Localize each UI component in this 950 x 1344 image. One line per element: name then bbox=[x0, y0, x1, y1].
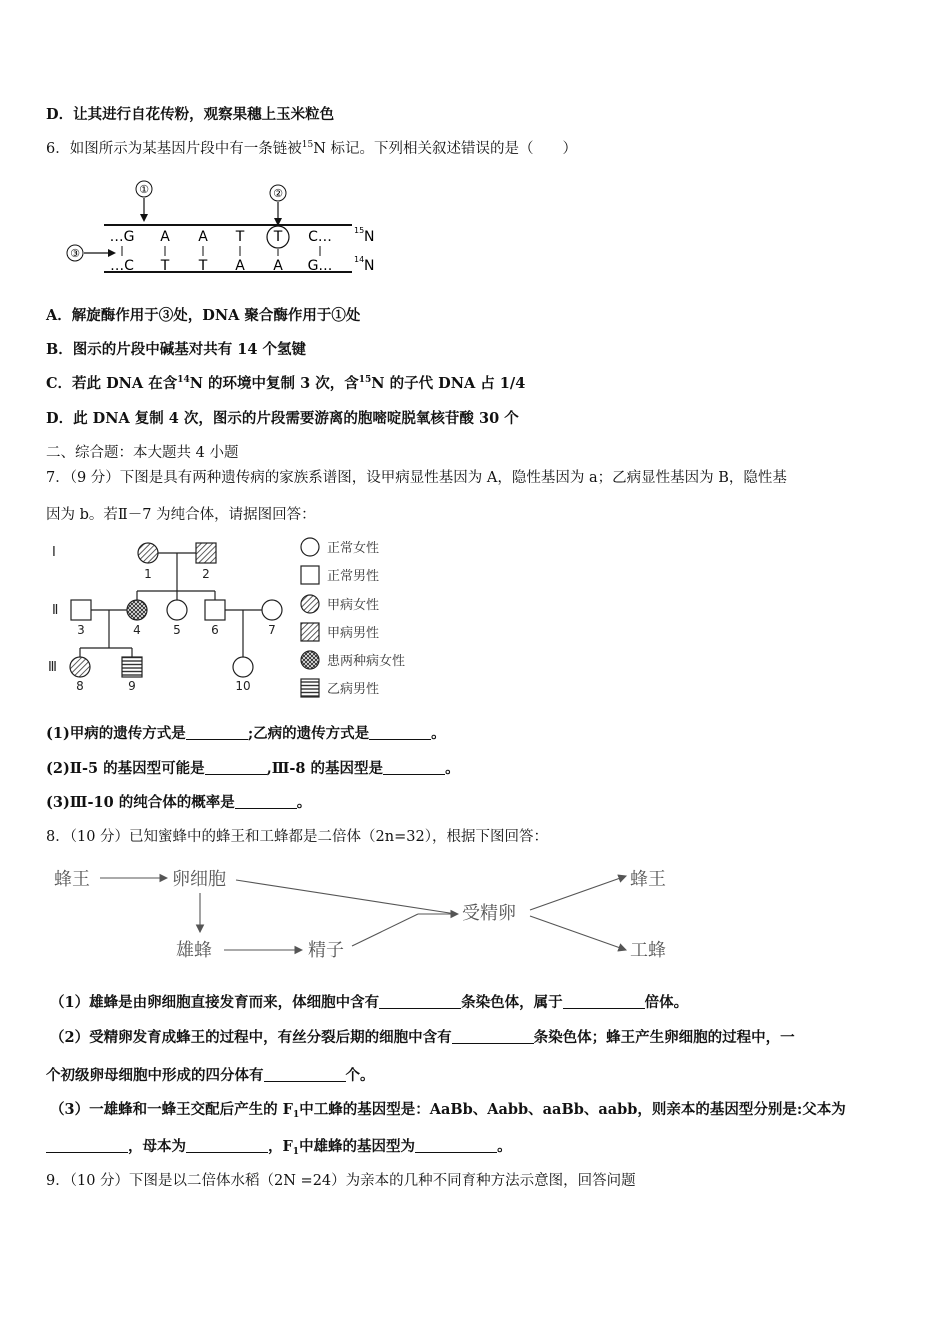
label-15-sup: 15 bbox=[354, 226, 365, 235]
q7-part-1: (1)甲病的遗传方式是 ;乙病的遗传方式是 。 bbox=[46, 725, 446, 742]
egg-label: 卵细胞 bbox=[172, 869, 226, 890]
base-top-1: …G bbox=[109, 229, 135, 245]
queen-output-label: 蜂王 bbox=[630, 869, 666, 890]
answer-blank[interactable] bbox=[415, 1138, 497, 1153]
base-bottom-6: G… bbox=[307, 258, 333, 274]
answer-blank[interactable] bbox=[563, 994, 645, 1009]
base-top-4: T bbox=[235, 229, 245, 245]
base-top-5: T bbox=[273, 229, 283, 245]
individual-7: 7 bbox=[268, 623, 276, 637]
marker-1: ① bbox=[139, 183, 149, 196]
q8-part-3-line1: （3）一雄蜂和一蜂王交配后产生的 $F_1$中工蜂的基因型是：AaBb、Aabb、aaBb、aabb，则亲本的基因型分别是:父本为 bbox=[50, 1101, 846, 1120]
marker-3: ③ bbox=[70, 247, 80, 260]
dna-figure bbox=[62, 176, 392, 286]
q7-stem-line2: 因为 b。若Ⅱ－7 为纯合体，请据图回答： bbox=[46, 507, 316, 523]
marker-2: ② bbox=[273, 187, 283, 200]
legend-jia-male: 甲病男性 bbox=[327, 626, 380, 641]
base-bottom-4: A bbox=[235, 258, 245, 274]
q7-part-2: (2)Ⅱ-5 的基因型可能是 ,Ⅲ-8 的基因型是 。 bbox=[46, 760, 460, 777]
q7-stem-line1: 7．（9 分）下图是具有两种遗传病的家族系谱图，设甲病显性基因为 A，隐性基因为 a；乙病显性基因为 B，隐性基 bbox=[46, 470, 787, 486]
answer-blank[interactable] bbox=[205, 760, 267, 775]
legend-normal-female: 正常女性 bbox=[327, 541, 380, 556]
gen-label-1: Ⅰ bbox=[52, 545, 56, 560]
legend-both-female: 患两种病女性 bbox=[327, 654, 406, 669]
gen-label-3: Ⅲ bbox=[48, 660, 57, 675]
individual-1: 1 bbox=[144, 567, 152, 581]
q6-option-b: B．图示的片段中碱基对共有 14 个氢键 bbox=[46, 341, 307, 358]
sperm-label: 精子 bbox=[308, 940, 344, 961]
individual-9: 9 bbox=[128, 679, 136, 693]
drone-label: 雄蜂 bbox=[176, 940, 212, 961]
legend-yi-male: 乙病男性 bbox=[327, 682, 380, 697]
q7-part-3: (3)Ⅲ-10 的纯合体的概率是 。 bbox=[46, 794, 312, 811]
base-bottom-2: T bbox=[160, 258, 170, 274]
individual-5: 5 bbox=[173, 623, 181, 637]
base-bottom-3: T bbox=[198, 258, 208, 274]
base-bottom-1: …C bbox=[110, 258, 134, 274]
base-bottom-5: A bbox=[273, 258, 283, 274]
queen-label: 蜂王 bbox=[54, 869, 90, 890]
legend-normal-male: 正常男性 bbox=[327, 569, 380, 584]
pedigree-figure bbox=[46, 534, 446, 704]
answer-blank[interactable] bbox=[383, 760, 445, 775]
label-15n: N bbox=[364, 229, 375, 245]
individual-10: 10 bbox=[235, 679, 251, 693]
individual-6: 6 bbox=[211, 623, 219, 637]
answer-blank[interactable] bbox=[452, 1029, 534, 1044]
base-top-3: A bbox=[198, 229, 208, 245]
q9-stem: 9．（10 分）下图是以二倍体水稻（2N =24）为亲本的几种不同育种方法示意图，回答问题 bbox=[46, 1173, 636, 1189]
q6-option-a: A．解旋酶作用于③处，DNA 聚合酶作用于①处 bbox=[46, 307, 361, 324]
individual-4: 4 bbox=[133, 623, 141, 637]
answer-blank[interactable] bbox=[186, 725, 248, 740]
section-2-heading: 二、综合题：本大题共 4 小题 bbox=[46, 445, 239, 461]
individual-2: 2 bbox=[202, 567, 210, 581]
base-top-6: C… bbox=[308, 229, 332, 245]
q5-option-d: D．让其进行自花传粉，观察果穗上玉米粒色 bbox=[46, 106, 335, 123]
q8-stem: 8．（10 分）已知蜜蜂中的蜂王和工蜂都是二倍体（2n=32），根据下图回答： bbox=[46, 829, 548, 845]
zygote-label: 受精卵 bbox=[462, 903, 516, 924]
q8-part-2-line2: 个初级卵母细胞中形成的四分体有 个。 bbox=[46, 1067, 375, 1084]
gen-label-2: Ⅱ bbox=[52, 603, 59, 618]
answer-blank[interactable] bbox=[186, 1138, 268, 1153]
answer-blank[interactable] bbox=[379, 994, 461, 1009]
q6-stem: 6．如图所示为某基因片段中有一条链被$^{15}$N 标记。下列相关叙述错误的是（ ） bbox=[46, 140, 577, 157]
legend-jia-female: 甲病女性 bbox=[327, 598, 380, 613]
q8-part-2-line1: （2）受精卵发育成蜂王的过程中，有丝分裂后期的细胞中含有 条染色体；蜂王产生卵细胞的过程中，一 bbox=[50, 1029, 795, 1046]
q8-part-1: （1）雄蜂是由卵细胞直接发育而来，体细胞中含有 条染色体，属于 倍体。 bbox=[50, 994, 689, 1011]
q6-option-d: D．此 DNA 复制 4 次，图示的片段需要游离的胞嘧啶脱氧核苷酸 30 个 bbox=[46, 410, 519, 427]
q8-part-3-line2: ，母本为 ，$F_1$中雄蜂的基因型为 。 bbox=[46, 1135, 512, 1156]
worker-label: 工蜂 bbox=[630, 940, 666, 961]
base-top-2: A bbox=[160, 229, 170, 245]
answer-blank[interactable] bbox=[235, 794, 297, 809]
individual-8: 8 bbox=[76, 679, 84, 693]
label-14-sup: 14 bbox=[354, 255, 365, 264]
bee-figure bbox=[52, 858, 692, 973]
answer-blank[interactable] bbox=[369, 725, 431, 740]
label-14n: N bbox=[364, 258, 375, 274]
answer-blank[interactable] bbox=[46, 1138, 128, 1153]
answer-blank[interactable] bbox=[264, 1067, 346, 1082]
q6-option-c: C．若此 DNA 在含$^{14}$N 的环境中复制 3 次，含$^{15}$N 的子代 DNA 占 1/4 bbox=[46, 375, 526, 392]
individual-3: 3 bbox=[77, 623, 85, 637]
